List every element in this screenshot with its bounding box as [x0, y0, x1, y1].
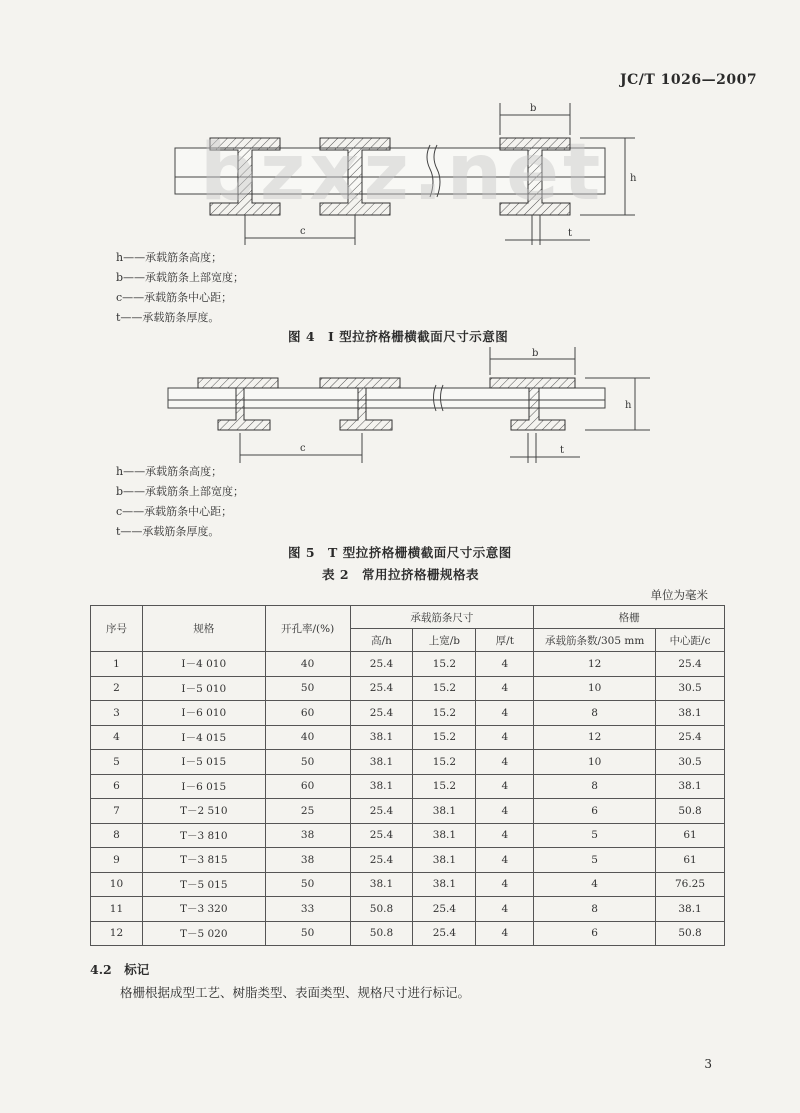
figure5-legend [116, 462, 244, 542]
table-cell: 4 [476, 652, 534, 677]
table-cell: 38.1 [413, 872, 476, 897]
table-cell: 12 [91, 921, 143, 946]
section-heading: 4.2 标记 [90, 962, 150, 977]
table-cell: 4 [476, 701, 534, 726]
table-cell: 38 [265, 848, 350, 873]
table-cell: 25.4 [656, 652, 725, 677]
fig4-legend-c: c——承载筋条中心距； [116, 291, 233, 304]
table-cell: 25.4 [350, 652, 413, 677]
table-cell: T－3 810 [142, 823, 265, 848]
watermark-text: bzxz.net [200, 128, 605, 218]
table-cell: 1 [91, 652, 143, 677]
table-row [91, 872, 725, 897]
table-cell: 15.2 [413, 750, 476, 775]
table-cell: 7 [91, 799, 143, 824]
table-row [91, 921, 725, 946]
fig4-label-b: b [530, 103, 537, 114]
header-center: 中心距/c [656, 629, 725, 652]
table-cell: 4 [476, 848, 534, 873]
page-number: 3 [704, 1057, 712, 1071]
table-cell: 8 [534, 774, 656, 799]
table-cell: 40 [265, 725, 350, 750]
table-cell: 25.4 [350, 848, 413, 873]
figure4-legend [116, 248, 244, 328]
table-cell: 38.1 [413, 823, 476, 848]
table-cell: 4 [91, 725, 143, 750]
table-cell: 30.5 [656, 676, 725, 701]
fig5-legend-b: b——承载筋条上部宽度； [116, 485, 245, 498]
table-cell: 60 [265, 774, 350, 799]
table-cell: T－3 815 [142, 848, 265, 873]
table-row [91, 725, 725, 750]
table-cell: 38.1 [656, 774, 725, 799]
table-cell: 50.8 [656, 799, 725, 824]
fig5-legend-t: t——承载筋条厚度。 [116, 525, 220, 538]
table-cell: 38 [265, 823, 350, 848]
fig5-label-c: c [300, 443, 306, 454]
table-cell: 38.1 [350, 872, 413, 897]
table-row [91, 676, 725, 701]
table-cell: 10 [91, 872, 143, 897]
section-text: 格栅根据成型工艺、树脂类型、表面类型、规格尺寸进行标记。 [120, 985, 471, 1000]
table-cell: 5 [91, 750, 143, 775]
fig4-label-c: c [300, 226, 306, 237]
table-cell: 12 [534, 652, 656, 677]
header-spec: 规格 [142, 606, 265, 652]
header-bar-count: 承载筋条数/305 mm [534, 629, 656, 652]
table-cell: 38.1 [656, 701, 725, 726]
table-row [91, 652, 725, 677]
table-cell: 38.1 [350, 750, 413, 775]
table-cell: 50 [265, 921, 350, 946]
table-cell: 4 [476, 872, 534, 897]
table-cell: 3 [91, 701, 143, 726]
table-cell: 50.8 [350, 897, 413, 922]
table-cell: Ⅰ－5 010 [142, 676, 265, 701]
table-row [91, 750, 725, 775]
table-cell: 25.4 [413, 897, 476, 922]
table-cell: 61 [656, 848, 725, 873]
table-cell: 15.2 [413, 701, 476, 726]
table-cell: 50 [265, 872, 350, 897]
table-cell: 9 [91, 848, 143, 873]
table-cell: Ⅰ－4 015 [142, 725, 265, 750]
header-width: 上宽/b [413, 629, 476, 652]
table-cell: 61 [656, 823, 725, 848]
table-cell: 33 [265, 897, 350, 922]
table-cell: 38.1 [350, 725, 413, 750]
table-cell: 6 [534, 921, 656, 946]
table-cell: 25.4 [350, 823, 413, 848]
fig5-label-b: b [532, 348, 539, 359]
table-cell: Ⅰ－6 015 [142, 774, 265, 799]
table-row [91, 799, 725, 824]
table-cell: 10 [534, 676, 656, 701]
table-title: 表 2 常用拉挤格栅规格表 [322, 567, 480, 582]
table-cell: 25.4 [413, 921, 476, 946]
table-cell: 11 [91, 897, 143, 922]
table-row [91, 897, 725, 922]
header-open-rate: 开孔率/(%) [265, 606, 350, 652]
fig5-legend-h: h——承载筋条高度； [116, 465, 223, 478]
table-row [91, 701, 725, 726]
table-cell: 4 [476, 725, 534, 750]
table-cell: 25.4 [350, 799, 413, 824]
figure5-caption: 图 5 T 型拉挤格栅横截面尺寸示意图 [288, 545, 512, 560]
table-cell: 15.2 [413, 676, 476, 701]
table-cell: 8 [91, 823, 143, 848]
table-cell: 4 [534, 872, 656, 897]
table-cell: 76.25 [656, 872, 725, 897]
table-cell: 10 [534, 750, 656, 775]
table-cell: 25.4 [350, 701, 413, 726]
table-cell: Ⅰ－6 010 [142, 701, 265, 726]
table-cell: 50 [265, 750, 350, 775]
table-cell: T－3 320 [142, 897, 265, 922]
table-row [91, 848, 725, 873]
standard-code: JC/T 1026—2007 [620, 72, 758, 88]
table-cell: 50.8 [656, 921, 725, 946]
table-cell: 5 [534, 848, 656, 873]
table-cell: 4 [476, 823, 534, 848]
spec-table [90, 605, 725, 946]
table-cell: 60 [265, 701, 350, 726]
fig4-label-t: t [568, 228, 573, 239]
header-height: 高/h [350, 629, 413, 652]
table-cell: 38.1 [350, 774, 413, 799]
fig5-label-t: t [560, 445, 565, 456]
table-cell: 38.1 [413, 799, 476, 824]
table-cell: 12 [534, 725, 656, 750]
table-cell: Ⅰ－4 010 [142, 652, 265, 677]
table-cell: 38.1 [413, 848, 476, 873]
fig5-legend-c: c——承载筋条中心距； [116, 505, 233, 518]
fig5-label-h: h [625, 400, 632, 411]
figure5-diagram [160, 345, 650, 470]
table-cell: 8 [534, 701, 656, 726]
fig4-legend-t: t——承载筋条厚度。 [116, 311, 220, 324]
table-cell: 50.8 [350, 921, 413, 946]
table-cell: Ⅰ－5 015 [142, 750, 265, 775]
table-cell: 4 [476, 897, 534, 922]
header-seq: 序号 [91, 606, 143, 652]
table-cell: 5 [534, 823, 656, 848]
table-cell: 15.2 [413, 774, 476, 799]
table-cell: 4 [476, 676, 534, 701]
unit-note: 单位为毫米 [650, 588, 708, 602]
fig4-legend-b: b——承载筋条上部宽度； [116, 271, 245, 284]
header-grating: 格栅 [534, 606, 725, 629]
fig4-legend-h: h——承载筋条高度； [116, 251, 223, 264]
table-cell: 6 [91, 774, 143, 799]
fig4-label-h: h [630, 173, 637, 184]
table-cell: 8 [534, 897, 656, 922]
table-cell: 4 [476, 921, 534, 946]
table-cell: T－2 510 [142, 799, 265, 824]
figure4-caption: 图 4 I 型拉挤格栅横截面尺寸示意图 [288, 329, 509, 344]
table-cell: 30.5 [656, 750, 725, 775]
table-row [91, 823, 725, 848]
table-cell: 4 [476, 799, 534, 824]
table-cell: 50 [265, 676, 350, 701]
table-cell: 40 [265, 652, 350, 677]
table-cell: T－5 015 [142, 872, 265, 897]
table-cell: 15.2 [413, 725, 476, 750]
header-thickness: 厚/t [476, 629, 534, 652]
spec-table-body [91, 652, 725, 946]
table-cell: 15.2 [413, 652, 476, 677]
table-cell: 6 [534, 799, 656, 824]
table-cell: 2 [91, 676, 143, 701]
table-cell: 25.4 [656, 725, 725, 750]
table-cell: 25.4 [350, 676, 413, 701]
table-row [91, 774, 725, 799]
table-cell: 25 [265, 799, 350, 824]
table-cell: 4 [476, 750, 534, 775]
table-cell: 4 [476, 774, 534, 799]
table-cell: 38.1 [656, 897, 725, 922]
header-bar-size: 承载筋条尺寸 [350, 606, 534, 629]
table-cell: T－5 020 [142, 921, 265, 946]
